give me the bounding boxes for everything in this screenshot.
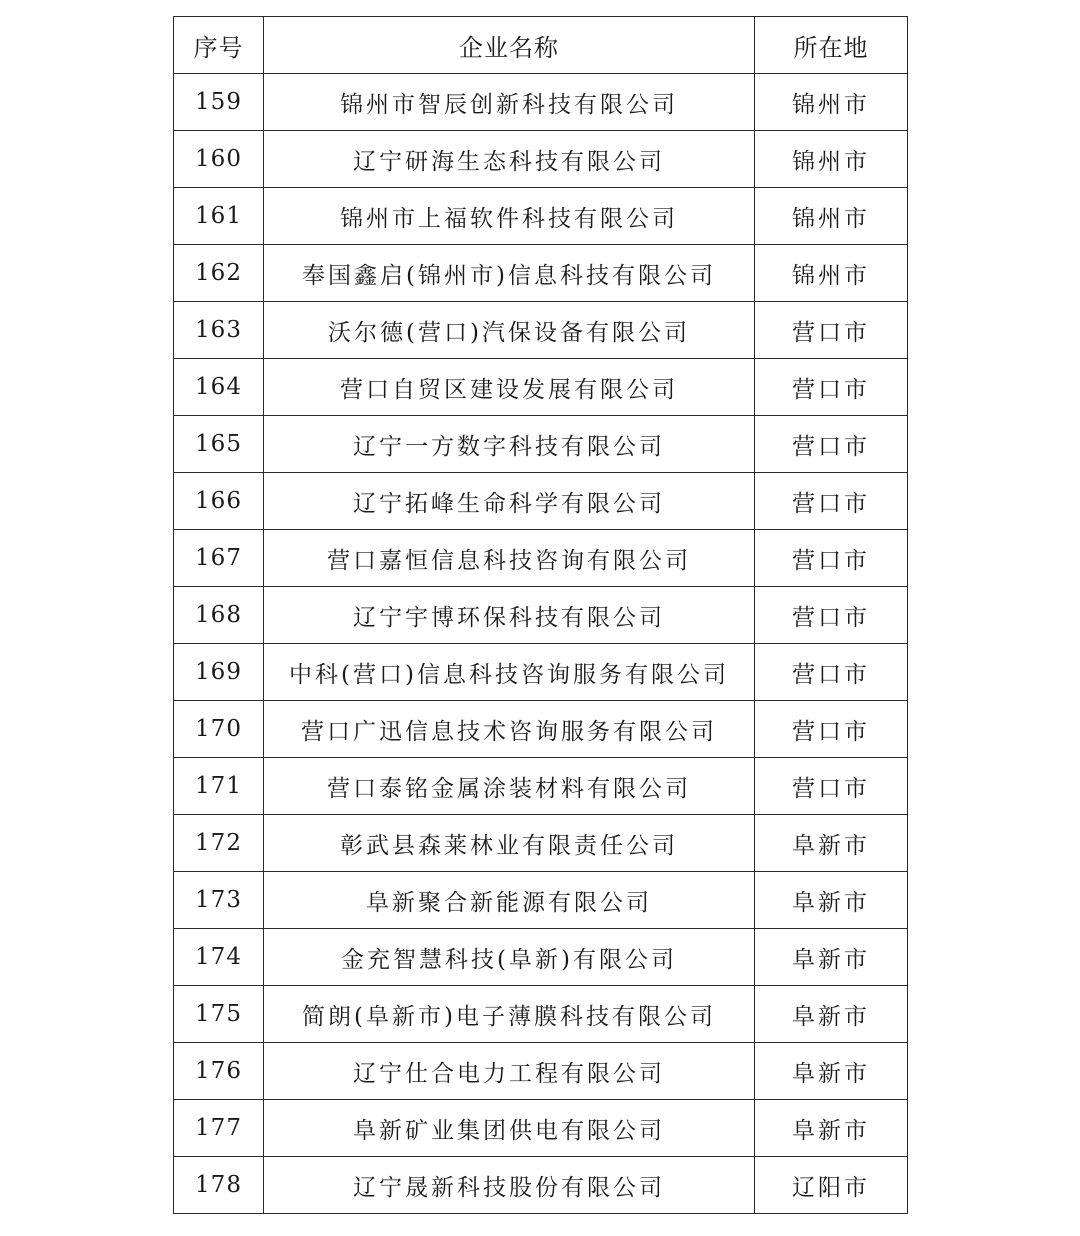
header-row bbox=[174, 17, 908, 74]
row-company-name: 锦州市上福软件科技有限公司 bbox=[264, 188, 755, 245]
row-index: 173 bbox=[174, 872, 264, 929]
row-index: 167 bbox=[174, 530, 264, 587]
row-company-name: 辽宁研海生态科技有限公司 bbox=[264, 131, 755, 188]
row-company-name: 中科(营口)信息科技咨询服务有限公司 bbox=[264, 644, 755, 701]
row-index: 176 bbox=[174, 1043, 264, 1100]
row-index: 159 bbox=[174, 74, 264, 131]
header-location: 所在地 bbox=[755, 17, 908, 74]
table-row bbox=[174, 872, 908, 929]
row-index: 171 bbox=[174, 758, 264, 815]
table-row bbox=[174, 1043, 908, 1100]
row-location: 阜新市 bbox=[755, 1043, 908, 1100]
table-row bbox=[174, 815, 908, 872]
row-company-name: 辽宁仕合电力工程有限公司 bbox=[264, 1043, 755, 1100]
row-company-name: 营口广迅信息技术咨询服务有限公司 bbox=[264, 701, 755, 758]
row-location: 阜新市 bbox=[755, 872, 908, 929]
table-row bbox=[174, 1157, 908, 1214]
row-company-name: 简朗(阜新市)电子薄膜科技有限公司 bbox=[264, 986, 755, 1043]
row-company-name: 彰武县森莱林业有限责任公司 bbox=[264, 815, 755, 872]
row-index: 175 bbox=[174, 986, 264, 1043]
row-location: 辽阳市 bbox=[755, 1157, 908, 1214]
row-index: 168 bbox=[174, 587, 264, 644]
row-location: 营口市 bbox=[755, 416, 908, 473]
row-index: 166 bbox=[174, 473, 264, 530]
table-row bbox=[174, 929, 908, 986]
header-index: 序号 bbox=[174, 17, 264, 74]
row-location: 营口市 bbox=[755, 758, 908, 815]
row-location: 阜新市 bbox=[755, 1100, 908, 1157]
table-header bbox=[174, 17, 908, 74]
table-row bbox=[174, 245, 908, 302]
row-location: 营口市 bbox=[755, 701, 908, 758]
table-row bbox=[174, 701, 908, 758]
row-company-name: 沃尔德(营口)汽保设备有限公司 bbox=[264, 302, 755, 359]
row-company-name: 金充智慧科技(阜新)有限公司 bbox=[264, 929, 755, 986]
row-company-name: 辽宁拓峰生命科学有限公司 bbox=[264, 473, 755, 530]
table-row bbox=[174, 416, 908, 473]
row-index: 163 bbox=[174, 302, 264, 359]
row-company-name: 锦州市智辰创新科技有限公司 bbox=[264, 74, 755, 131]
row-location: 营口市 bbox=[755, 302, 908, 359]
row-index: 169 bbox=[174, 644, 264, 701]
table-row bbox=[174, 986, 908, 1043]
table-row bbox=[174, 473, 908, 530]
table-row bbox=[174, 131, 908, 188]
table-body bbox=[174, 74, 908, 1214]
table-row bbox=[174, 644, 908, 701]
row-location: 营口市 bbox=[755, 644, 908, 701]
row-index: 174 bbox=[174, 929, 264, 986]
table-row bbox=[174, 359, 908, 416]
row-company-name: 辽宁一方数字科技有限公司 bbox=[264, 416, 755, 473]
row-index: 162 bbox=[174, 245, 264, 302]
company-list-table bbox=[173, 16, 908, 1214]
table-row bbox=[174, 530, 908, 587]
row-index: 161 bbox=[174, 188, 264, 245]
row-location: 营口市 bbox=[755, 473, 908, 530]
row-index: 164 bbox=[174, 359, 264, 416]
row-company-name: 阜新矿业集团供电有限公司 bbox=[264, 1100, 755, 1157]
row-location: 营口市 bbox=[755, 587, 908, 644]
row-location: 营口市 bbox=[755, 359, 908, 416]
row-location: 阜新市 bbox=[755, 929, 908, 986]
table-row bbox=[174, 188, 908, 245]
row-index: 160 bbox=[174, 131, 264, 188]
row-location: 阜新市 bbox=[755, 815, 908, 872]
row-location: 营口市 bbox=[755, 530, 908, 587]
row-company-name: 奉国鑫启(锦州市)信息科技有限公司 bbox=[264, 245, 755, 302]
table-row bbox=[174, 1100, 908, 1157]
table-row bbox=[174, 758, 908, 815]
table-row bbox=[174, 302, 908, 359]
row-index: 178 bbox=[174, 1157, 264, 1214]
table-row bbox=[174, 587, 908, 644]
row-company-name: 辽宁宇博环保科技有限公司 bbox=[264, 587, 755, 644]
row-company-name: 营口自贸区建设发展有限公司 bbox=[264, 359, 755, 416]
row-location: 阜新市 bbox=[755, 986, 908, 1043]
row-index: 172 bbox=[174, 815, 264, 872]
row-company-name: 营口泰铭金属涂装材料有限公司 bbox=[264, 758, 755, 815]
row-index: 165 bbox=[174, 416, 264, 473]
row-location: 锦州市 bbox=[755, 188, 908, 245]
row-company-name: 辽宁晟新科技股份有限公司 bbox=[264, 1157, 755, 1214]
row-company-name: 阜新聚合新能源有限公司 bbox=[264, 872, 755, 929]
row-location: 锦州市 bbox=[755, 245, 908, 302]
row-location: 锦州市 bbox=[755, 74, 908, 131]
company-list-table-wrapper bbox=[173, 16, 907, 1214]
row-location: 锦州市 bbox=[755, 131, 908, 188]
table-row bbox=[174, 74, 908, 131]
row-index: 177 bbox=[174, 1100, 264, 1157]
row-index: 170 bbox=[174, 701, 264, 758]
header-company-name: 企业名称 bbox=[264, 17, 755, 74]
row-company-name: 营口嘉恒信息科技咨询有限公司 bbox=[264, 530, 755, 587]
